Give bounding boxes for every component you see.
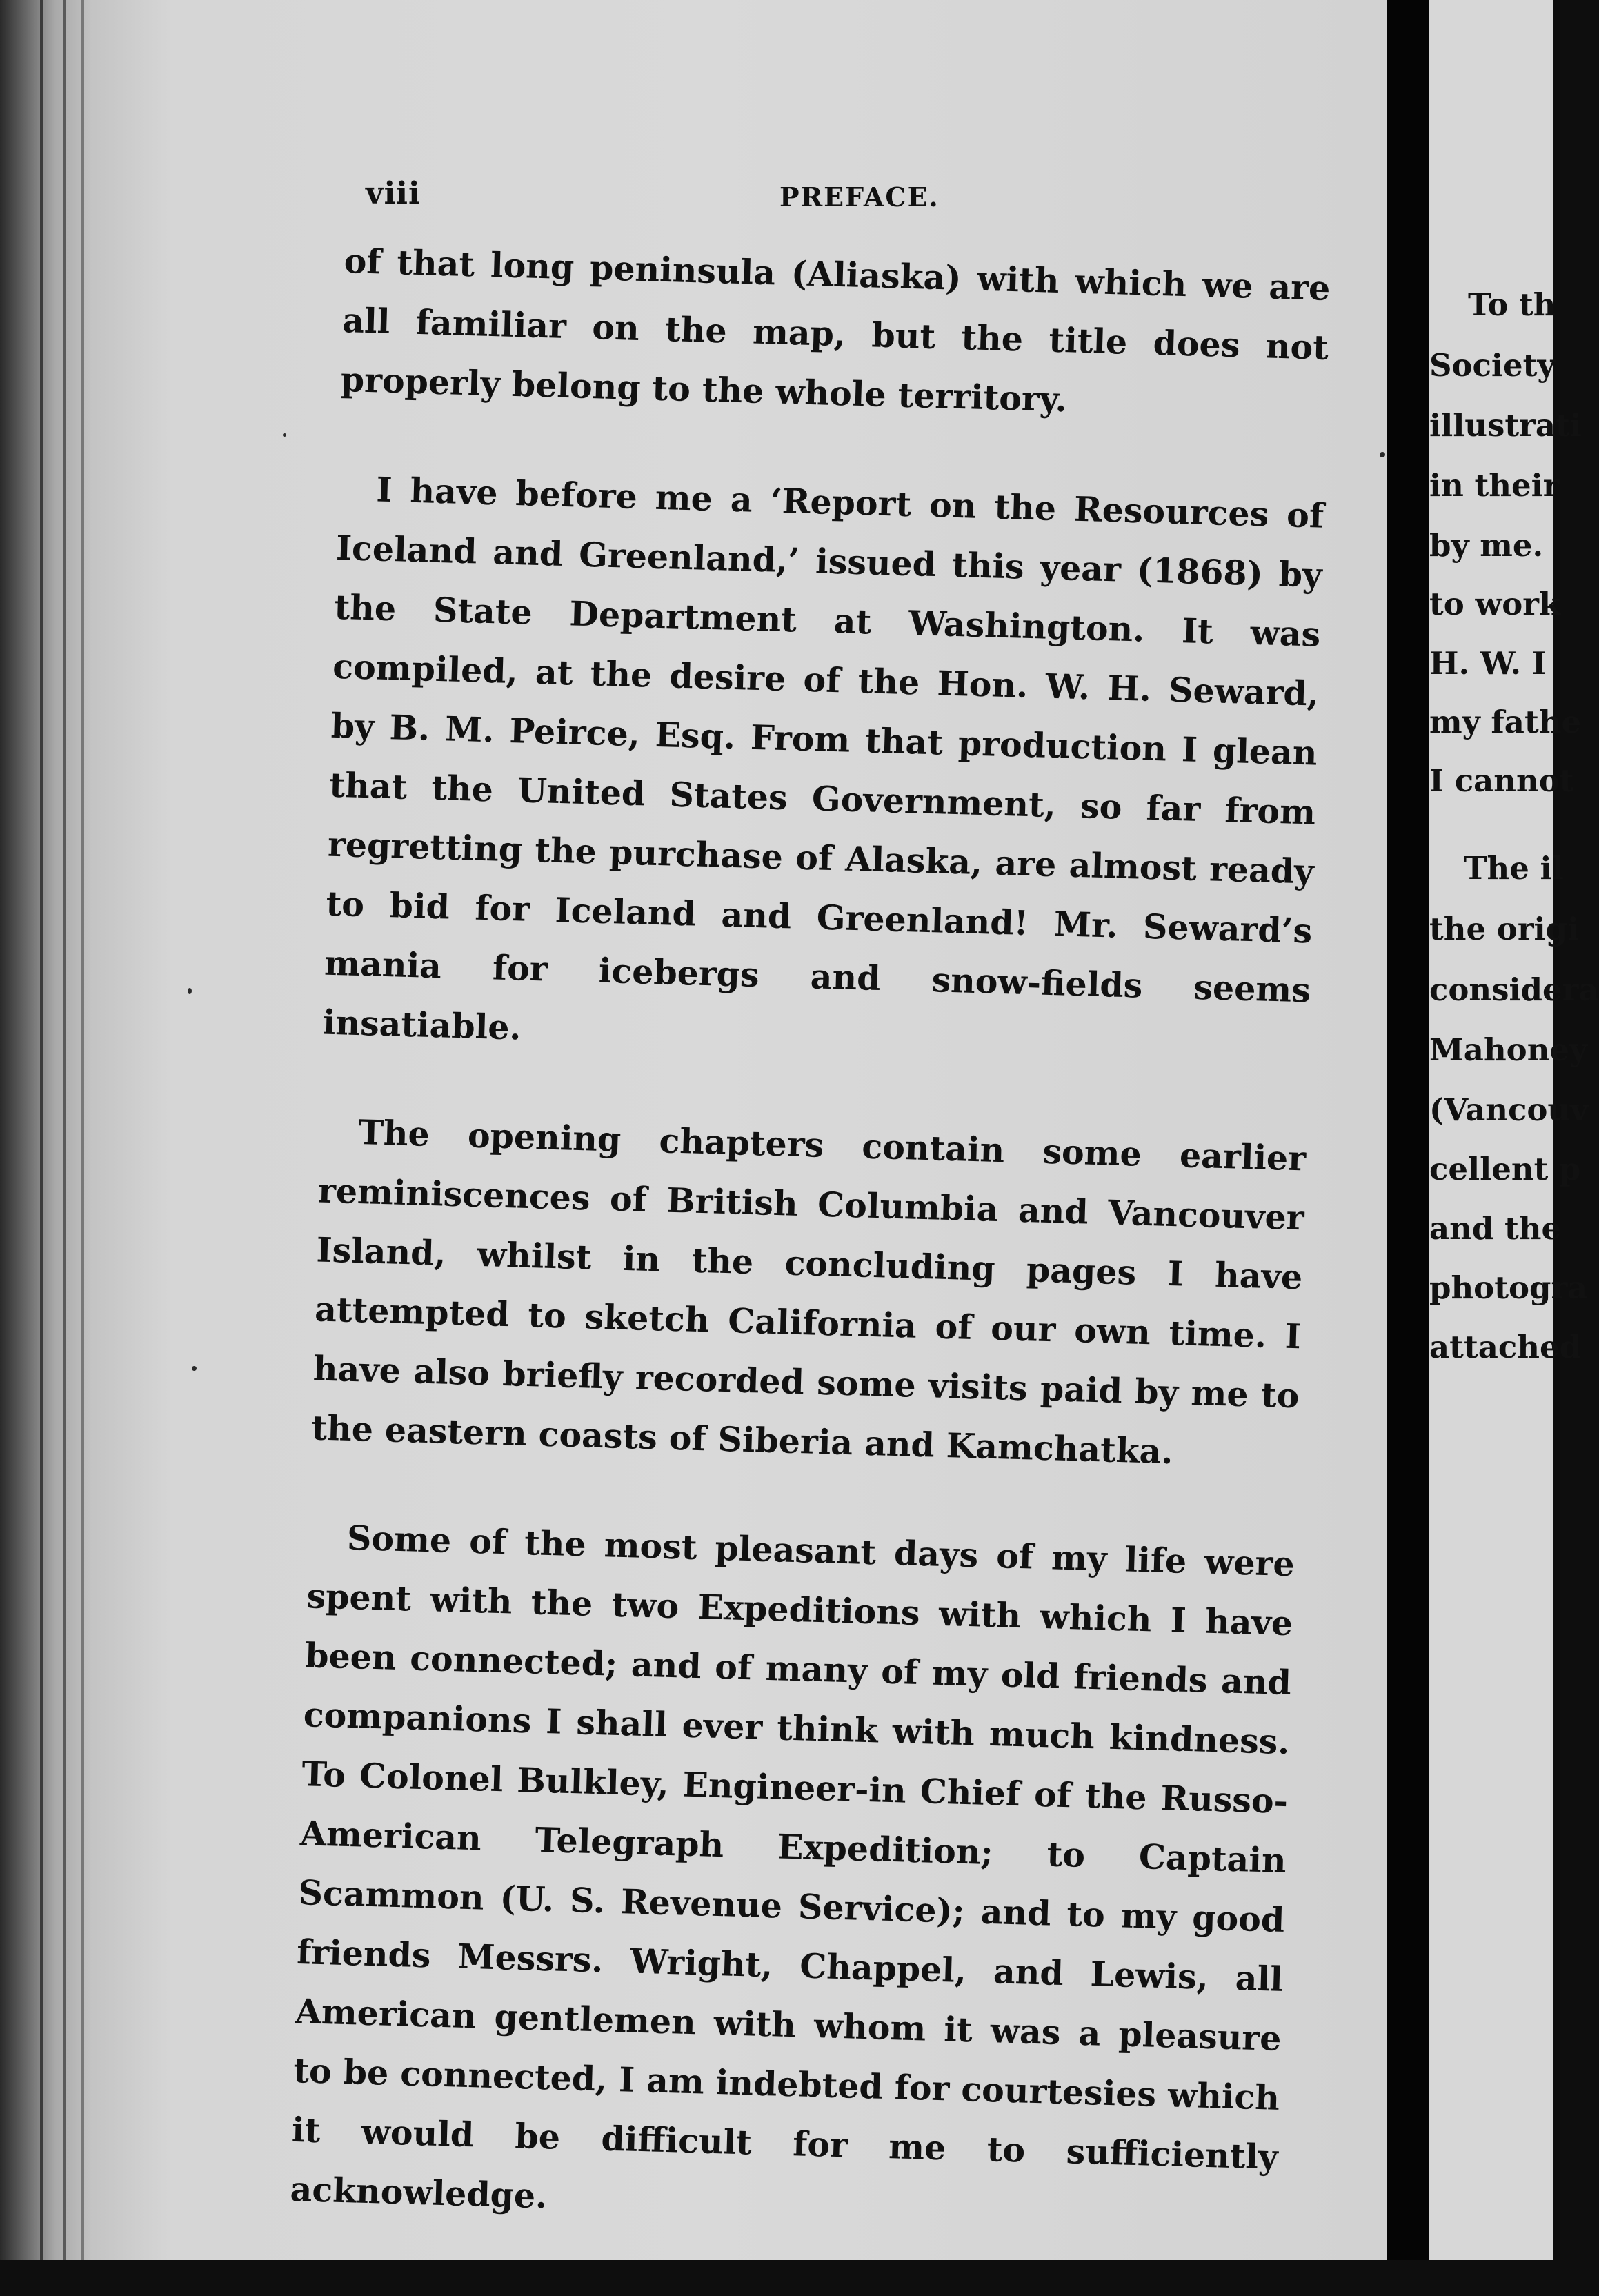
paper-speck <box>1380 452 1385 457</box>
right-page-line: my fathe <box>1429 704 1582 740</box>
page-edge-line <box>40 0 43 2260</box>
right-page-line: photogra <box>1429 1269 1588 1306</box>
right-page-line: the origi <box>1429 911 1580 947</box>
page-edge-line <box>63 0 66 2260</box>
right-page-line: cellent p <box>1429 1151 1581 1187</box>
paper-speck <box>188 988 192 994</box>
paragraph-4: Some of the most pleasant days of my life were spent with the two Expeditions with which I have been connected; and of many of my old friends and companions I shall ever think with much kindness. To Colonel Bulkley, Engineer-in Chief of the Russo-American Telegraph Expedition; to Captain Scammon (U. S. Revenue Service); and to my good friends Messrs. Wright, Chappel, and Lewis, all American gentlemen with whom it was a pleasure to be connected, I am indebted for courtesies which it would be difficult for me to sufficiently acknowledge. <box>289 1517 1295 2217</box>
paragraph-2: I have before me a ‘Report on the Resources of Iceland and Greenland,’ issued this year (1868) by the State Department at Washington. It was compiled, at the desire of the Hon. W. H. Seward, by B. M. Peirce, Esq. From that production I glean that the United States Government, so far from regretting the purchase of Alaska, are almost ready to bid for Iceland and Greenland! Mr. Seward’s mania for icebergs and snow-fields seems insatiable. <box>322 469 1324 1048</box>
right-page-line: Mahoney <box>1429 1031 1588 1068</box>
paper-speck <box>283 433 286 437</box>
right-page-line: in their <box>1429 467 1560 504</box>
right-page-line: To th <box>1468 286 1556 323</box>
page-number: viii <box>366 176 421 211</box>
paper-speck <box>192 1366 197 1371</box>
right-page-line: Society <box>1429 347 1556 384</box>
page-edge-line <box>81 0 84 2260</box>
right-page-line: attached <box>1429 1329 1582 1365</box>
right-page-line: illustrati <box>1429 407 1582 444</box>
body-text <box>288 231 1331 2296</box>
page-header-title: PREFACE. <box>779 181 940 212</box>
page-gutter <box>1387 0 1429 2260</box>
right-page <box>1429 0 1599 2260</box>
running-head <box>366 176 1345 224</box>
right-page-line: considera <box>1429 971 1599 1008</box>
right-page-line: The il <box>1464 850 1564 887</box>
right-page-line: by me. <box>1429 527 1544 564</box>
paragraph-1: of that long peninsula (Aliaska) with which we are all familiar on the map, but the title does not properly belong to the whole territory. <box>340 240 1331 420</box>
right-page-line: I cannot <box>1429 762 1574 799</box>
right-page-line: to work <box>1429 586 1561 622</box>
right-page-line: and the <box>1429 1210 1562 1247</box>
right-page-line: H. W. I <box>1429 645 1547 682</box>
right-page-line: (Vancouv <box>1429 1091 1589 1128</box>
paragraph-3: The opening chapters contain some earlier reminiscences of British Columbia and Vancouver Island, whilst in the concluding pages I have attempted to sketch California of our own time. I have also briefly recorded some visits paid by me to the eastern coasts of Siberia and Kamchatka. <box>310 1112 1307 1472</box>
